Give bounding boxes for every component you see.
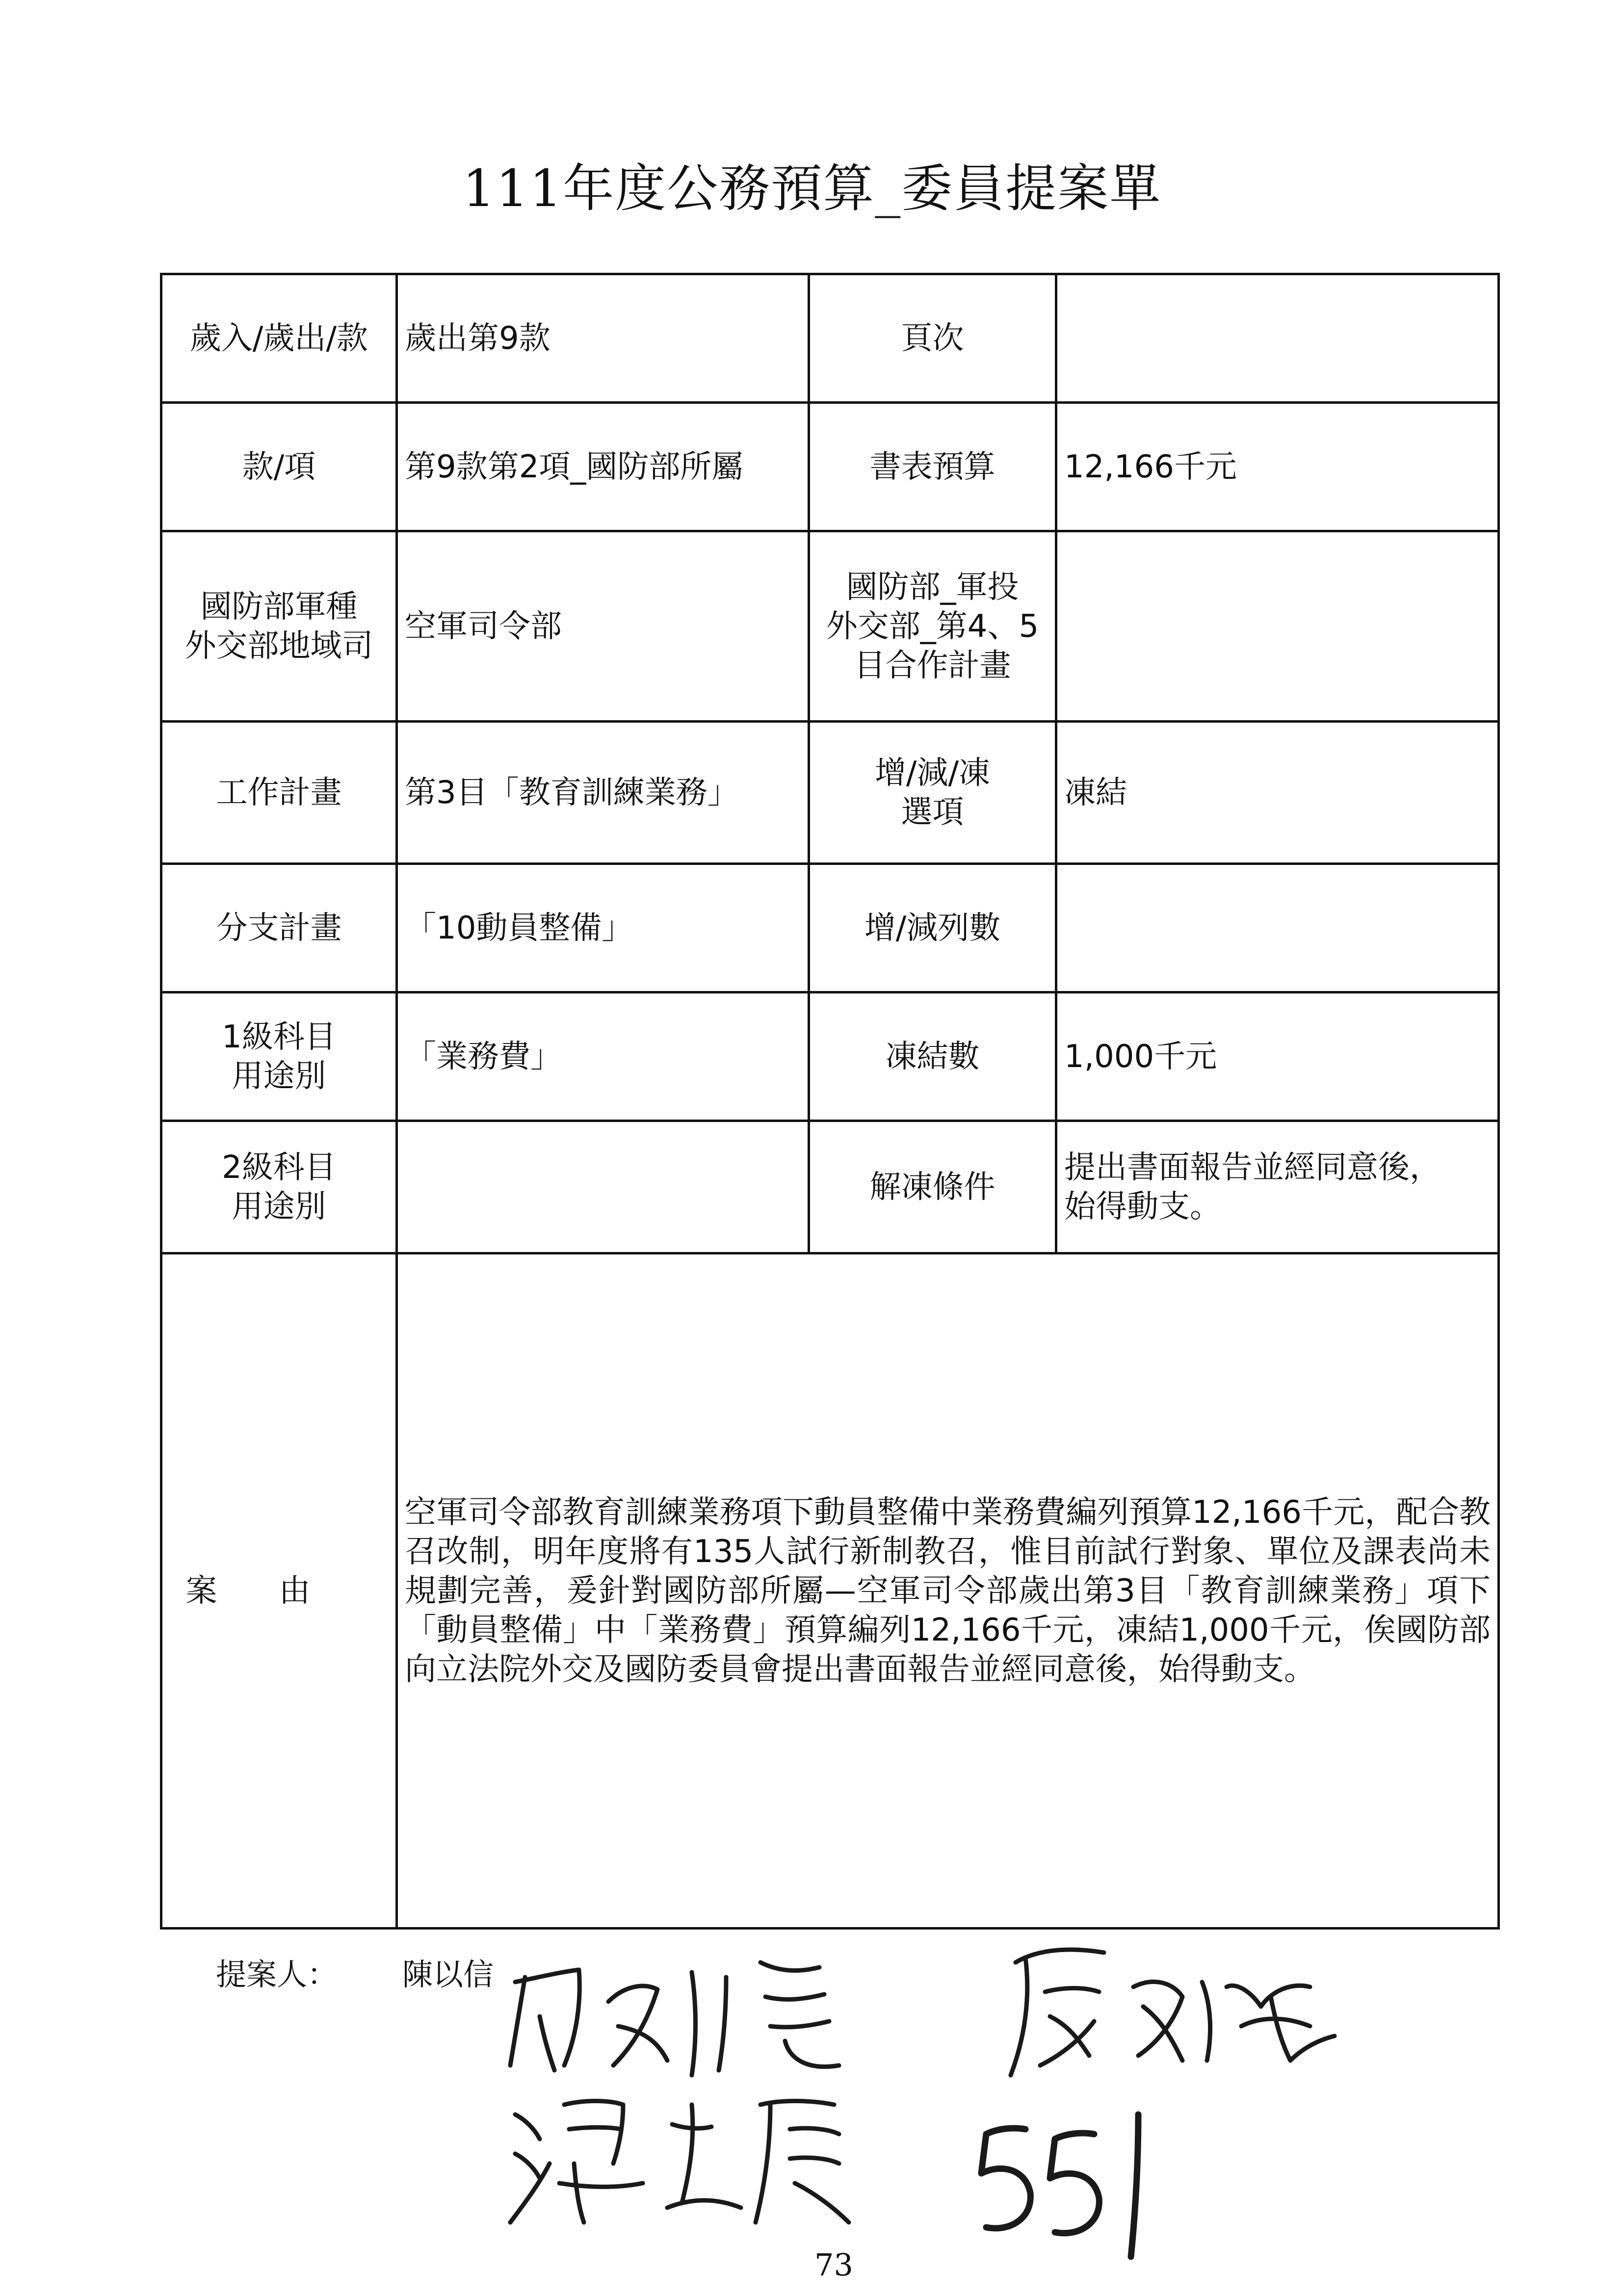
reason-label-char: 案 <box>185 1572 217 1609</box>
field-label <box>161 531 397 722</box>
table-row <box>161 403 1499 531</box>
signature-stroke <box>608 1986 667 2065</box>
field-label: 書表預算 <box>809 403 1056 531</box>
table-row <box>161 1253 1499 1929</box>
field-value <box>1056 274 1499 403</box>
label-line: 國防部_軍投 <box>846 569 1019 605</box>
label-line: 外交部_第4、5 <box>826 608 1039 645</box>
table-row <box>161 864 1499 992</box>
reason-text: 空軍司令部教育訓練業務項下動員整備中業務費編列預算12,166千元，配合教召改制，明年度將有135人試行新制教召，惟目前試行對象、單位及課表尚未規劃完善，爰針對國防部所屬—空軍司令部歲出第3目「教育訓練業務」項下「動員整備」中「業務費」預算編列12,166千元，凍結1,000千元，俟國防部向立法院外交及國防委員會提出書面報告並經同意後，始得動支。 <box>397 1253 1499 1929</box>
field-label: 款/項 <box>161 403 397 531</box>
signature-stroke <box>1011 1950 1104 2075</box>
field-value: 1,000千元 <box>1056 992 1499 1121</box>
field-label <box>809 531 1056 722</box>
label-line: 國防部軍種 <box>200 588 358 625</box>
proposal-table <box>160 273 1500 1930</box>
handwritten-number <box>962 2100 1168 2262</box>
table-row <box>161 531 1499 722</box>
field-value <box>397 1121 809 1253</box>
handwritten-digit <box>1131 2114 1138 2257</box>
field-value: 空軍司令部 <box>397 531 809 722</box>
table-row <box>161 992 1499 1121</box>
table-row <box>161 722 1499 864</box>
signature-stroke <box>559 2101 643 2223</box>
field-value <box>1056 531 1499 722</box>
field-label: 解凍條件 <box>809 1121 1056 1253</box>
field-label: 頁次 <box>809 274 1056 403</box>
reason-label-char: 由 <box>279 1572 311 1609</box>
field-value: 第9款第2項_國防部所屬 <box>397 403 809 531</box>
value-line: 始得動支。 <box>1064 1188 1221 1225</box>
page-title: 111年度公務預算_委員提案單 <box>462 158 1162 218</box>
label-line: 外交部地域司 <box>184 627 373 664</box>
signature-stroke <box>510 1970 579 2070</box>
proposer-label: 提案人： <box>216 1957 338 1992</box>
field-label <box>809 722 1056 864</box>
field-value: 「10動員整備」 <box>397 864 809 992</box>
field-label: 增/減列數 <box>809 864 1056 992</box>
proposer-name: 陳以信 <box>402 1957 494 1992</box>
signature-stroke <box>1133 1982 1210 2061</box>
signature-stroke <box>510 2114 550 2222</box>
label-line: 目合作計畫 <box>854 647 1011 684</box>
label-line: 1級科目 <box>222 1018 336 1055</box>
field-label <box>161 992 397 1121</box>
signature-2 <box>996 1928 1349 2085</box>
field-value: 歲出第9款 <box>397 274 809 403</box>
field-label <box>161 1121 397 1253</box>
signature-stroke <box>760 1962 839 2067</box>
field-label: 歲入/歲出/款 <box>161 274 397 403</box>
signature-stroke <box>1227 1985 1335 2061</box>
signature-stroke <box>667 2105 741 2208</box>
label-line: 2級科目 <box>222 1149 336 1186</box>
label-line: 用途別 <box>232 1058 326 1095</box>
handwritten-digit <box>981 2128 1030 2228</box>
field-value: 第3目「教育訓練業務」 <box>397 722 809 864</box>
table-row <box>161 1121 1499 1253</box>
signature-3 <box>496 2075 868 2232</box>
label-line: 用途別 <box>232 1188 326 1225</box>
table-row <box>161 274 1499 403</box>
signature-stroke <box>692 1972 726 2075</box>
field-value <box>1056 1121 1499 1253</box>
field-value <box>1056 864 1499 992</box>
field-label: 分支計畫 <box>161 864 397 992</box>
page-number: 73 <box>814 2247 853 2283</box>
field-label: 工作計畫 <box>161 722 397 864</box>
signature-stroke <box>756 2101 849 2223</box>
field-value: 凍結 <box>1056 722 1499 864</box>
field-value: 12,166千元 <box>1056 403 1499 531</box>
field-value: 「業務費」 <box>397 992 809 1121</box>
reason-label <box>161 1253 397 1929</box>
label-line: 選項 <box>901 794 964 831</box>
label-line: 增/減/凍 <box>874 755 991 791</box>
handwritten-digit <box>1050 2133 1099 2233</box>
value-line: 提出書面報告並經同意後， <box>1064 1149 1441 1186</box>
signature-1 <box>496 1943 868 2090</box>
field-label: 凍結數 <box>809 992 1056 1121</box>
